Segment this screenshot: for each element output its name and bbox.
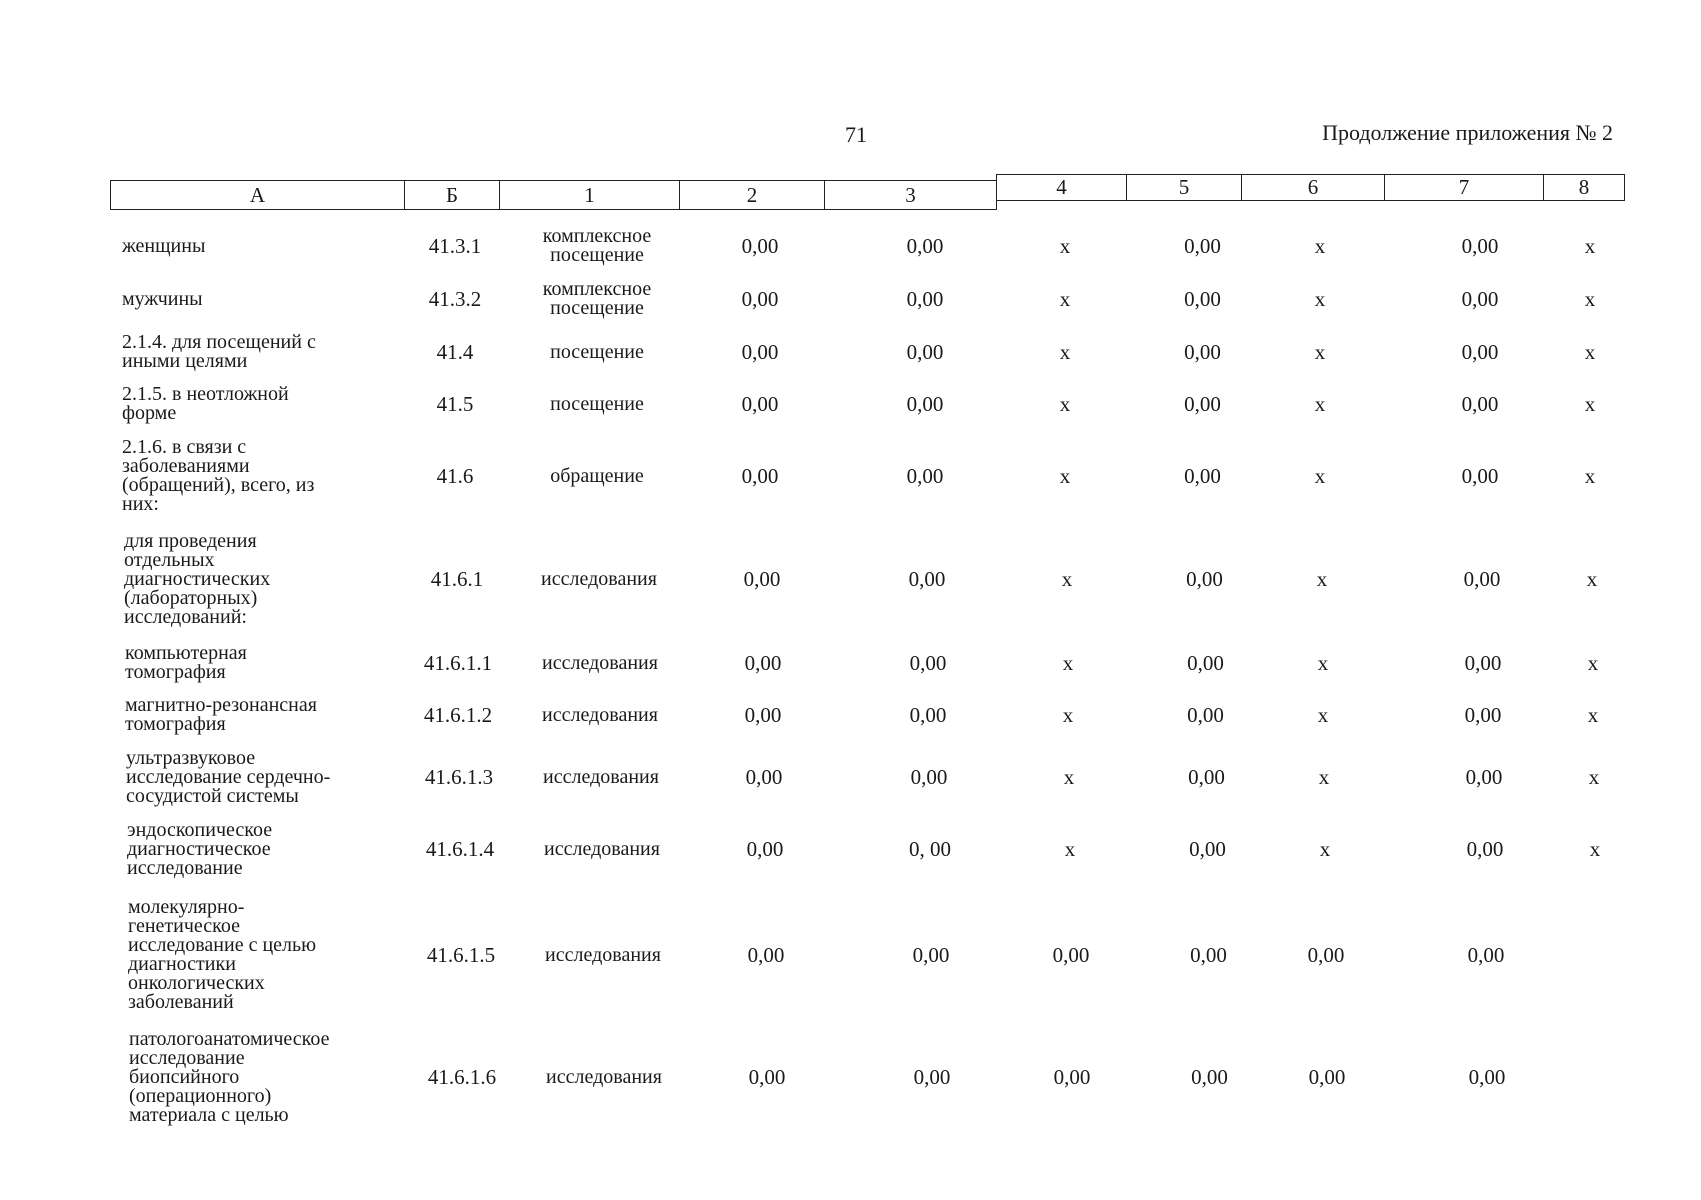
- row-col-5: 0,00: [1184, 392, 1221, 416]
- row-code: 41.6.1: [430, 567, 484, 591]
- row-code: 41.3.2: [428, 287, 482, 311]
- row-code: 41.6: [436, 464, 474, 488]
- table-row: [0, 222, 1701, 270]
- row-col-3: 0,00: [909, 651, 947, 675]
- row-col-2: 0,00: [745, 765, 783, 789]
- row-col-5: 0,00: [1189, 837, 1226, 861]
- row-code: 41.6.1.4: [425, 837, 495, 861]
- row-col-5: 0,00: [1186, 567, 1223, 591]
- row-col-6: 0,00: [1308, 1065, 1346, 1089]
- row-name: патологоанатомическое исследование биопсийного (операционного) материала с целью: [129, 1027, 330, 1126]
- table-row: [0, 893, 1701, 1017]
- row-name: 2.1.4. для посещений с иными целями: [122, 331, 316, 372]
- row-name: мужчины: [122, 287, 203, 310]
- row-col-3: 0, 00: [909, 837, 951, 861]
- column-header-6: 6: [1241, 174, 1385, 201]
- table-row: [0, 328, 1701, 376]
- row-col-8: [1561, 893, 1631, 1017]
- row-code: 41.6.1.6: [427, 1065, 497, 1089]
- row-col-5: 0,00: [1187, 651, 1224, 675]
- row-col-6: x: [1318, 765, 1330, 789]
- column-header-1: 1: [499, 180, 680, 210]
- appendix-label: Продолжение приложения № 2: [1322, 120, 1613, 145]
- row-code: 41.5: [436, 392, 474, 416]
- row-col-6: x: [1319, 837, 1331, 861]
- row-col-4: x: [1063, 765, 1075, 789]
- row-col-5: 0,00: [1184, 287, 1221, 311]
- table-row: [0, 744, 1701, 810]
- row-unit: комплексное посещение: [542, 225, 652, 266]
- column-header-a: А: [110, 180, 405, 210]
- row-col-2: 0,00: [741, 234, 779, 258]
- row-col-5: 0,00: [1188, 765, 1225, 789]
- row-unit: посещение: [550, 392, 644, 415]
- row-unit: исследования: [542, 703, 658, 726]
- row-unit: исследования: [544, 837, 660, 860]
- row-col-4: 0,00: [1052, 943, 1090, 967]
- row-col-7: 0,00: [1461, 234, 1499, 258]
- row-col-3: 0,00: [906, 340, 944, 364]
- row-col-4: x: [1062, 651, 1074, 675]
- row-col-7: 0,00: [1467, 943, 1505, 967]
- page-number: 71: [845, 122, 867, 147]
- row-col-6: x: [1314, 287, 1326, 311]
- table-row: [0, 275, 1701, 323]
- row-col-4: x: [1061, 567, 1073, 591]
- column-header-7: 7: [1384, 174, 1544, 201]
- row-col-4: x: [1059, 287, 1071, 311]
- row-col-8: x: [1584, 234, 1596, 258]
- row-col-8: x: [1589, 837, 1601, 861]
- row-col-7: 0,00: [1461, 392, 1499, 416]
- column-header-b: Б: [404, 180, 500, 210]
- row-unit: исследования: [542, 651, 658, 674]
- row-unit: комплексное посещение: [542, 278, 652, 319]
- row-name: магнитно-резонансная томография: [125, 694, 317, 735]
- row-col-5: 0,00: [1184, 340, 1221, 364]
- row-col-6: x: [1314, 464, 1326, 488]
- row-col-8: x: [1587, 703, 1599, 727]
- table-row: [0, 1025, 1701, 1129]
- row-col-5: 0,00: [1191, 1065, 1228, 1089]
- row-name: 2.1.6. в связи с заболеваниями (обращений), всего, из них:: [122, 436, 315, 515]
- row-code: 41.4: [436, 340, 474, 364]
- row-name: женщины: [122, 234, 206, 257]
- row-col-7: 0,00: [1464, 703, 1502, 727]
- row-col-2: 0,00: [744, 651, 782, 675]
- row-col-4: x: [1059, 392, 1071, 416]
- row-col-4: x: [1064, 837, 1076, 861]
- row-col-4: 0,00: [1053, 1065, 1091, 1089]
- row-col-6: 0,00: [1307, 943, 1345, 967]
- row-code: 41.6.1.5: [426, 943, 496, 967]
- row-code: 41.6.1.3: [424, 765, 494, 789]
- row-col-3: 0,00: [908, 567, 946, 591]
- column-header-3: 3: [824, 180, 997, 210]
- row-col-3: 0,00: [910, 765, 948, 789]
- row-col-2: 0,00: [746, 837, 784, 861]
- row-col-8: x: [1587, 651, 1599, 675]
- row-col-2: 0,00: [744, 703, 782, 727]
- row-col-6: x: [1317, 651, 1329, 675]
- row-code: 41.6.1.2: [423, 703, 493, 727]
- row-col-2: 0,00: [741, 392, 779, 416]
- row-col-4: x: [1059, 464, 1071, 488]
- row-col-7: 0,00: [1468, 1065, 1506, 1089]
- row-col-2: 0,00: [747, 943, 785, 967]
- row-col-2: 0,00: [741, 464, 779, 488]
- row-unit: исследования: [543, 765, 659, 788]
- row-col-6: x: [1314, 234, 1326, 258]
- row-col-3: 0,00: [906, 392, 944, 416]
- row-name: для проведения отдельных диагностических (лабораторных) исследований:: [124, 529, 271, 628]
- row-col-7: 0,00: [1461, 287, 1499, 311]
- row-col-7: 0,00: [1466, 837, 1504, 861]
- column-header-2: 2: [679, 180, 825, 210]
- table-row: [0, 433, 1701, 519]
- row-col-5: 0,00: [1190, 943, 1227, 967]
- table-row: [0, 639, 1701, 687]
- row-col-3: 0,00: [912, 943, 950, 967]
- row-unit: посещение: [550, 340, 644, 363]
- row-col-2: 0,00: [741, 287, 779, 311]
- row-col-7: 0,00: [1461, 340, 1499, 364]
- row-col-4: x: [1059, 340, 1071, 364]
- row-unit: обращение: [550, 464, 644, 487]
- row-col-6: x: [1316, 567, 1328, 591]
- row-col-5: 0,00: [1184, 234, 1221, 258]
- row-col-8: x: [1584, 464, 1596, 488]
- column-header-4: 4: [996, 174, 1127, 201]
- row-code: 41.6.1.1: [423, 651, 493, 675]
- row-col-6: x: [1314, 340, 1326, 364]
- row-col-4: x: [1059, 234, 1071, 258]
- row-col-3: 0,00: [913, 1065, 951, 1089]
- row-col-8: x: [1586, 567, 1598, 591]
- row-col-2: 0,00: [748, 1065, 786, 1089]
- row-col-7: 0,00: [1465, 765, 1503, 789]
- row-name: эндоскопическое диагностическое исследование: [127, 818, 273, 879]
- row-col-8: x: [1584, 392, 1596, 416]
- row-name: компьютерная томография: [125, 642, 247, 683]
- column-header-8: 8: [1543, 174, 1625, 201]
- row-unit: исследования: [545, 943, 661, 966]
- table-row: [0, 527, 1701, 631]
- row-col-8: [1562, 1025, 1632, 1129]
- row-col-6: x: [1317, 703, 1329, 727]
- row-col-7: 0,00: [1464, 651, 1502, 675]
- row-name: 2.1.5. в неотложной форме: [122, 383, 289, 424]
- row-col-8: x: [1584, 340, 1596, 364]
- table-row: [0, 691, 1701, 739]
- table-row: [0, 380, 1701, 428]
- row-col-3: 0,00: [906, 464, 944, 488]
- row-unit: исследования: [546, 1065, 662, 1088]
- row-col-2: 0,00: [741, 340, 779, 364]
- row-col-3: 0,00: [909, 703, 947, 727]
- row-col-6: x: [1314, 392, 1326, 416]
- row-col-3: 0,00: [906, 234, 944, 258]
- row-col-8: x: [1584, 287, 1596, 311]
- row-name: ультразвуковое исследование сердечно- сосудистой системы: [126, 746, 331, 807]
- table-row: [0, 816, 1701, 882]
- row-col-2: 0,00: [743, 567, 781, 591]
- row-col-3: 0,00: [906, 287, 944, 311]
- row-col-4: x: [1062, 703, 1074, 727]
- row-name: молекулярно- генетическое исследование с целью диагностики онкологических заболеваний: [128, 896, 317, 1013]
- row-unit: исследования: [541, 567, 657, 590]
- row-col-7: 0,00: [1463, 567, 1501, 591]
- row-col-8: x: [1588, 765, 1600, 789]
- row-code: 41.3.1: [428, 234, 482, 258]
- column-header-5: 5: [1126, 174, 1242, 201]
- row-col-5: 0,00: [1184, 464, 1221, 488]
- row-col-5: 0,00: [1187, 703, 1224, 727]
- row-col-7: 0,00: [1461, 464, 1499, 488]
